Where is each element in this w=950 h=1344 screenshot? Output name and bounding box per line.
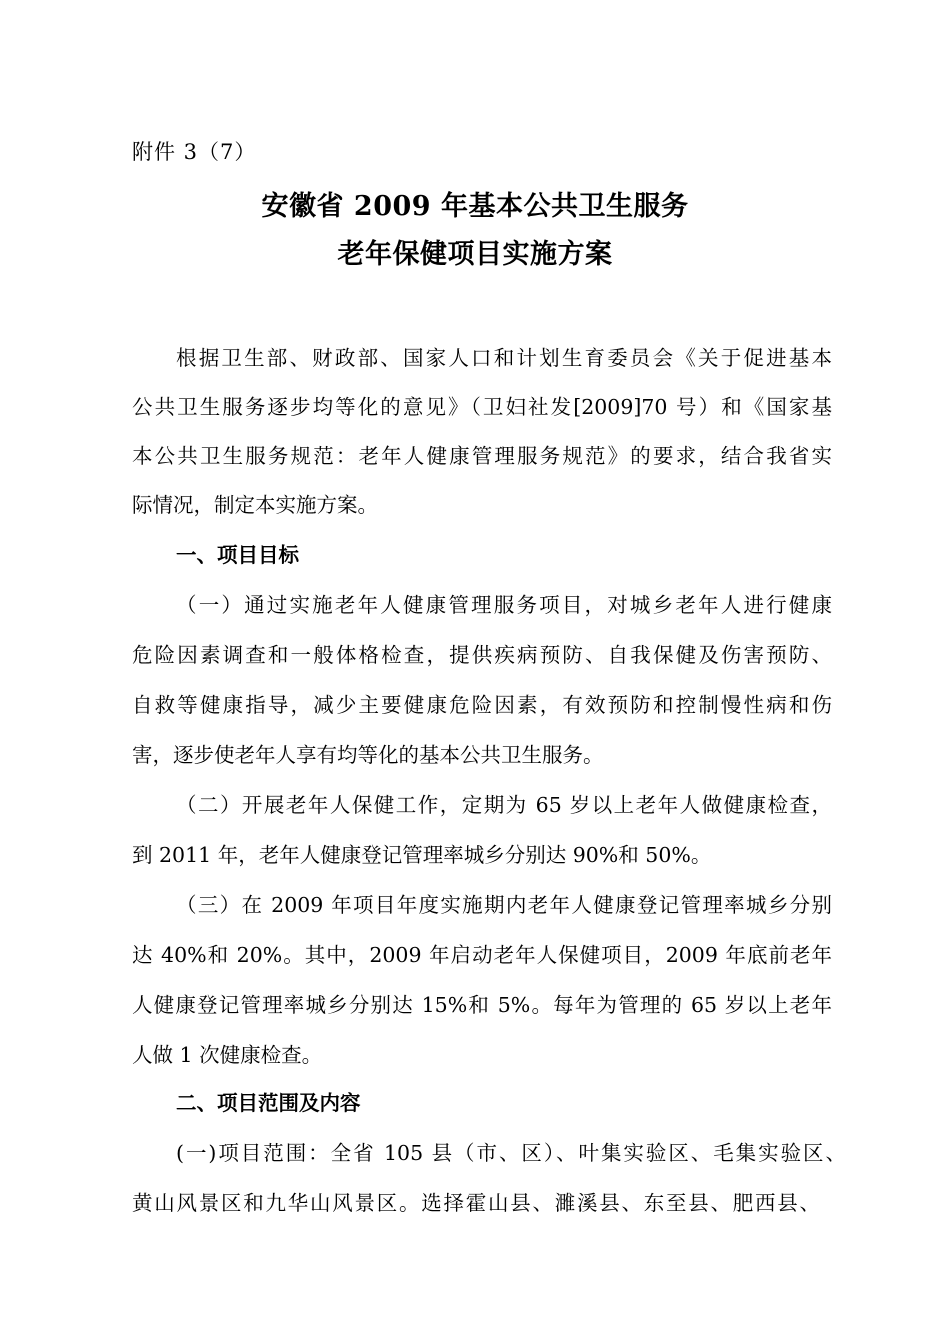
document-title-line-1: 安徽省 2009 年基本公共卫生服务 [261, 191, 689, 222]
s1-p1-line-1: （一）通过实施老年人健康管理服务项目，对城乡老年人进行健康 [176, 593, 832, 617]
document-title-line-2: 老年保健项目实施方案 [337, 239, 613, 270]
s1-p3-line-2: 达 40%和 20%。其中，2009 年启动老年人保健项目，2009 年底前老年 [132, 943, 832, 967]
intro-line-1: 根据卫生部、财政部、国家人口和计划生育委员会《关于促进基本 [176, 346, 832, 370]
section-heading-1: 一、项目目标 [176, 543, 299, 567]
intro-line-4: 际情况，制定本实施方案。 [132, 493, 378, 517]
s1-p3-line-4: 人做 1 次健康检查。 [132, 1043, 323, 1067]
s2-p1-line-2: 黄山风景区和九华山风景区。选择霍山县、濉溪县、东至县、肥西县、 [132, 1191, 820, 1215]
s2-p1-line-1: (一)项目范围：全省 105 县（市、区）、叶集实验区、毛集实验区、 [176, 1141, 846, 1165]
s1-p2-line-2: 到 2011 年，老年人健康登记管理率城乡分别达 90%和 50%。 [132, 843, 712, 867]
intro-line-3: 本公共卫生服务规范：老年人健康管理服务规范》的要求，结合我省实 [132, 444, 832, 468]
attachment-label: 附件 3（7） [132, 140, 257, 164]
s1-p2-line-1: （二）开展老年人保健工作，定期为 65 岁以上老年人做健康检查， [176, 793, 832, 817]
section-heading-2: 二、项目范围及内容 [176, 1091, 361, 1115]
s1-p1-line-3: 自救等健康指导，减少主要健康危险因素，有效预防和控制慢性病和伤 [132, 693, 832, 717]
s1-p3-line-1: （三）在 2009 年项目年度实施期内老年人健康登记管理率城乡分别 [176, 893, 832, 917]
s1-p3-line-3: 人健康登记管理率城乡分别达 15%和 5%。每年为管理的 65 岁以上老年 [132, 993, 832, 1017]
s1-p1-line-4: 害，逐步使老年人享有均等化的基本公共卫生服务。 [132, 743, 604, 767]
intro-line-2: 公共卫生服务逐步均等化的意见》（卫妇社发[2009]70 号）和《国家基 [132, 395, 832, 419]
s1-p1-line-2: 危险因素调查和一般体格检查，提供疾病预防、自我保健及伤害预防、 [132, 643, 832, 667]
